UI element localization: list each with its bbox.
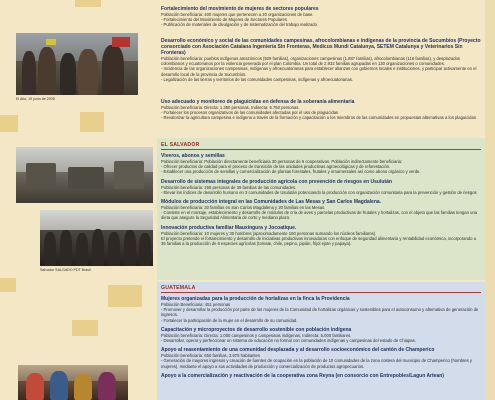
project-line: - Generación de mayores ingresos y creación de fuentes de ocupación en la población de 10 comunidades de la zona costera del municipio de Champerico (hombres y mujeres), mediante el apoyo a sus actividades de producción y comercialización de productos agropecuarios. [161, 358, 472, 369]
project-line: Población beneficiaria: 400 mujeres que pertenecen a 20 organizaciones de base. [161, 12, 314, 17]
decor-square [75, 0, 101, 7]
project-line: Población beneficiaria: pueblos indígenas amazónicos (929 familias), organizaciones campesinas (1.887 familias), afrocolombianas (116 familias), y desplazados colombianos y ecuatorianos por la violencia generada por el plan Colombia. Un total de 2.932 familias agrupadas en 130 organizaciones o comunidades. [161, 56, 461, 67]
protest-photo [16, 33, 138, 95]
village-photo [16, 147, 153, 203]
photo-caption-1: El Alto, 19 junio de 2005 [16, 97, 55, 101]
decor-square [0, 278, 16, 292]
project-mujeres-populares [157, 6, 485, 28]
project-line: - Establecer una producción de semillas y comercialización de plantas forestales, frutales y ornamentales así como abono orgánico y verde. [161, 169, 421, 175]
divider [161, 149, 481, 150]
project-line: - Consiste en el montaje, establecimiento y desarrollo de módulos de cría de aves y parcelas productivas de frutales y hortalizas, con el objeto que las familias tengan una dieta que asegure la Seguridad Alimentaria de corto y mediano plazo. [161, 210, 478, 221]
country-heading: GUATEMALA [161, 285, 196, 291]
project-line: - Revalorizar la agricultura campesina e indígena a través de la formación y capacitación a los miembros de las comunidades en propuestas alternativas a los plaguicidas [161, 115, 476, 121]
project-line: Población beneficiaria: 30 familias en San Carlos Magdalena y 20 familias en las Mesas. [161, 205, 326, 211]
project-line: - Desarrollar, operar y perfeccionar un sistema de educación no formal con comunidades indígenas y campesinas del estado de Chiapas. [161, 338, 416, 344]
project-sucumbios [157, 38, 485, 82]
page-edge [485, 0, 495, 400]
project-heading: Desarrollo de sistemas integrales de producción agrícola con prevención de riesgos en Usulután [161, 178, 392, 185]
project-line: - Ofrecer productos de calidad para el proceso de transición de las unidades productivas agroecológicas y de reforestación. [161, 164, 391, 170]
photo-column [0, 0, 156, 400]
decor-square [108, 285, 142, 307]
project-line: Población beneficiaria: 255 personas de 39 familias de las comunidades. [161, 184, 297, 190]
decor-square [72, 320, 98, 336]
project-heading: Fortalecimiento del movimiento de mujeres de sectores populares [161, 6, 319, 12]
project-heading: Apoyo a la comercialización y reactivación de la cooperativa zona Reyna (en consorcio con Entrepobles/Lagun Artean) [161, 372, 444, 379]
crowd-photo [40, 210, 153, 266]
decor-square [0, 115, 18, 132]
photo-caption-2: Salvador SALGADO PDT Brasil [40, 268, 91, 272]
decor-square [80, 112, 104, 132]
project-heading: Capacitación y microproyectos de desarrollo sostenible con población indígena [161, 326, 352, 333]
project-line: El proyecto pretende el fortalecimiento y desarrollo de iniciativas productivas innovadoras con enfoque de seguridad alimentaria y rentabilidad económica, incorporando a 35 familias a la producción de 6 especies agrícolas (tomate, chile, pepino, pipián, frijol ejote y papaya). [161, 235, 476, 247]
project-line: - Legalización de las tierras y territorios de las comunidades campesinas, indígenas y afroecuatorianas. [161, 76, 354, 82]
project-line: - Fortalecer los procesos organizativos de las comunidades afectadas por el uso de plaguicidas [161, 110, 339, 116]
project-line: - Fortalecimiento del Movimiento de Mujeres de Sectores Populares [161, 17, 287, 23]
project-line: - Publicación de materiales de divulgación y de sistematización del trabajo realizado. [161, 22, 319, 28]
project-line: Población beneficiaria: 10 mujeres y 30 hombres (aproximadamente 150 personas sumando los núcleos familiares). [161, 230, 377, 236]
project-list [157, 0, 485, 400]
project-plaguicidas [157, 99, 485, 121]
project-heading: Uso adecuado y monitoreo de plaguicidas en defensa de la soberanía alimentaria [161, 99, 355, 105]
project-heading: Viveros, abonos y semillas [161, 153, 225, 159]
el-salvador-section [157, 142, 485, 246]
project-heading: Apoyo al reasentamiento de una comunidad desplazada y al desarrollo socioeconómico del cantón de Champerico [161, 347, 435, 354]
project-line: - Elevar los índices de desarrollo humano en 3 comunidades de Usulután potenciando la producción con organización comunitaria para la prevención y gestión de riesgos [161, 189, 477, 195]
project-line: Población beneficiaria: Directa: 1.000 campesinos y campesinas indígenas, Indirecta: 5.000 familiares. [161, 332, 352, 338]
project-line: Población beneficiaria: 650 familias, 3.675 habitantes [161, 353, 260, 359]
guatemala-section [157, 285, 485, 379]
project-heading: Mujeres organizadas para la producción de hortalizas en la finca la Providencia [161, 296, 350, 302]
project-heading: Innovación productiva familiar Mauxingura y Jocoatique. [161, 224, 297, 231]
women-photo [18, 365, 128, 400]
project-line: - Promover y desarrollar la producción por parte de las mujeres de la Comunidad de hortalizas orgánicas y sostenibles para el autoconsumo y alternativa de generación de ingresos. [161, 307, 479, 318]
divider [161, 292, 481, 293]
project-line: Población beneficiaria: Directa: 1.350 personas, Indirecta: 6.750 personas. [161, 105, 300, 110]
project-line: Población beneficiaria: Población directamente beneficiaria 30 personas de 6 cooperativas. Población indirectamente beneficiaria: [161, 159, 403, 164]
project-line: - Fortalecer la participación de la mujer en el desarrollo de su comunidad. [161, 317, 298, 323]
project-heading: Desarrollo económico y social de las comunidades campesinas, afrocolombianas e indígenas de la provincia de Sucumbíos (Proyecto consorciado con Asociación Catalana Ingeniería Sin Fronteras, Medicus Mundi Catalunya, SETEM Catalunya y Veterinarios Sin Fronteras) [161, 38, 481, 56]
project-line: - Incidencia de las organizaciones campesinas, indígenas y afroecuatorianas para establecer alianzas con gobiernos locales e instituciones, y participar activamente en el desarrollo local de la provincia de Sucumbíos. [161, 66, 477, 77]
project-heading: Módulos de producción integral en las Comunidades de Las Mesas y San Carlos Magdalena. [161, 199, 382, 206]
country-heading: EL SALVADOR [161, 142, 200, 148]
project-line: Población Beneficiaria: 451 personas [161, 302, 231, 307]
